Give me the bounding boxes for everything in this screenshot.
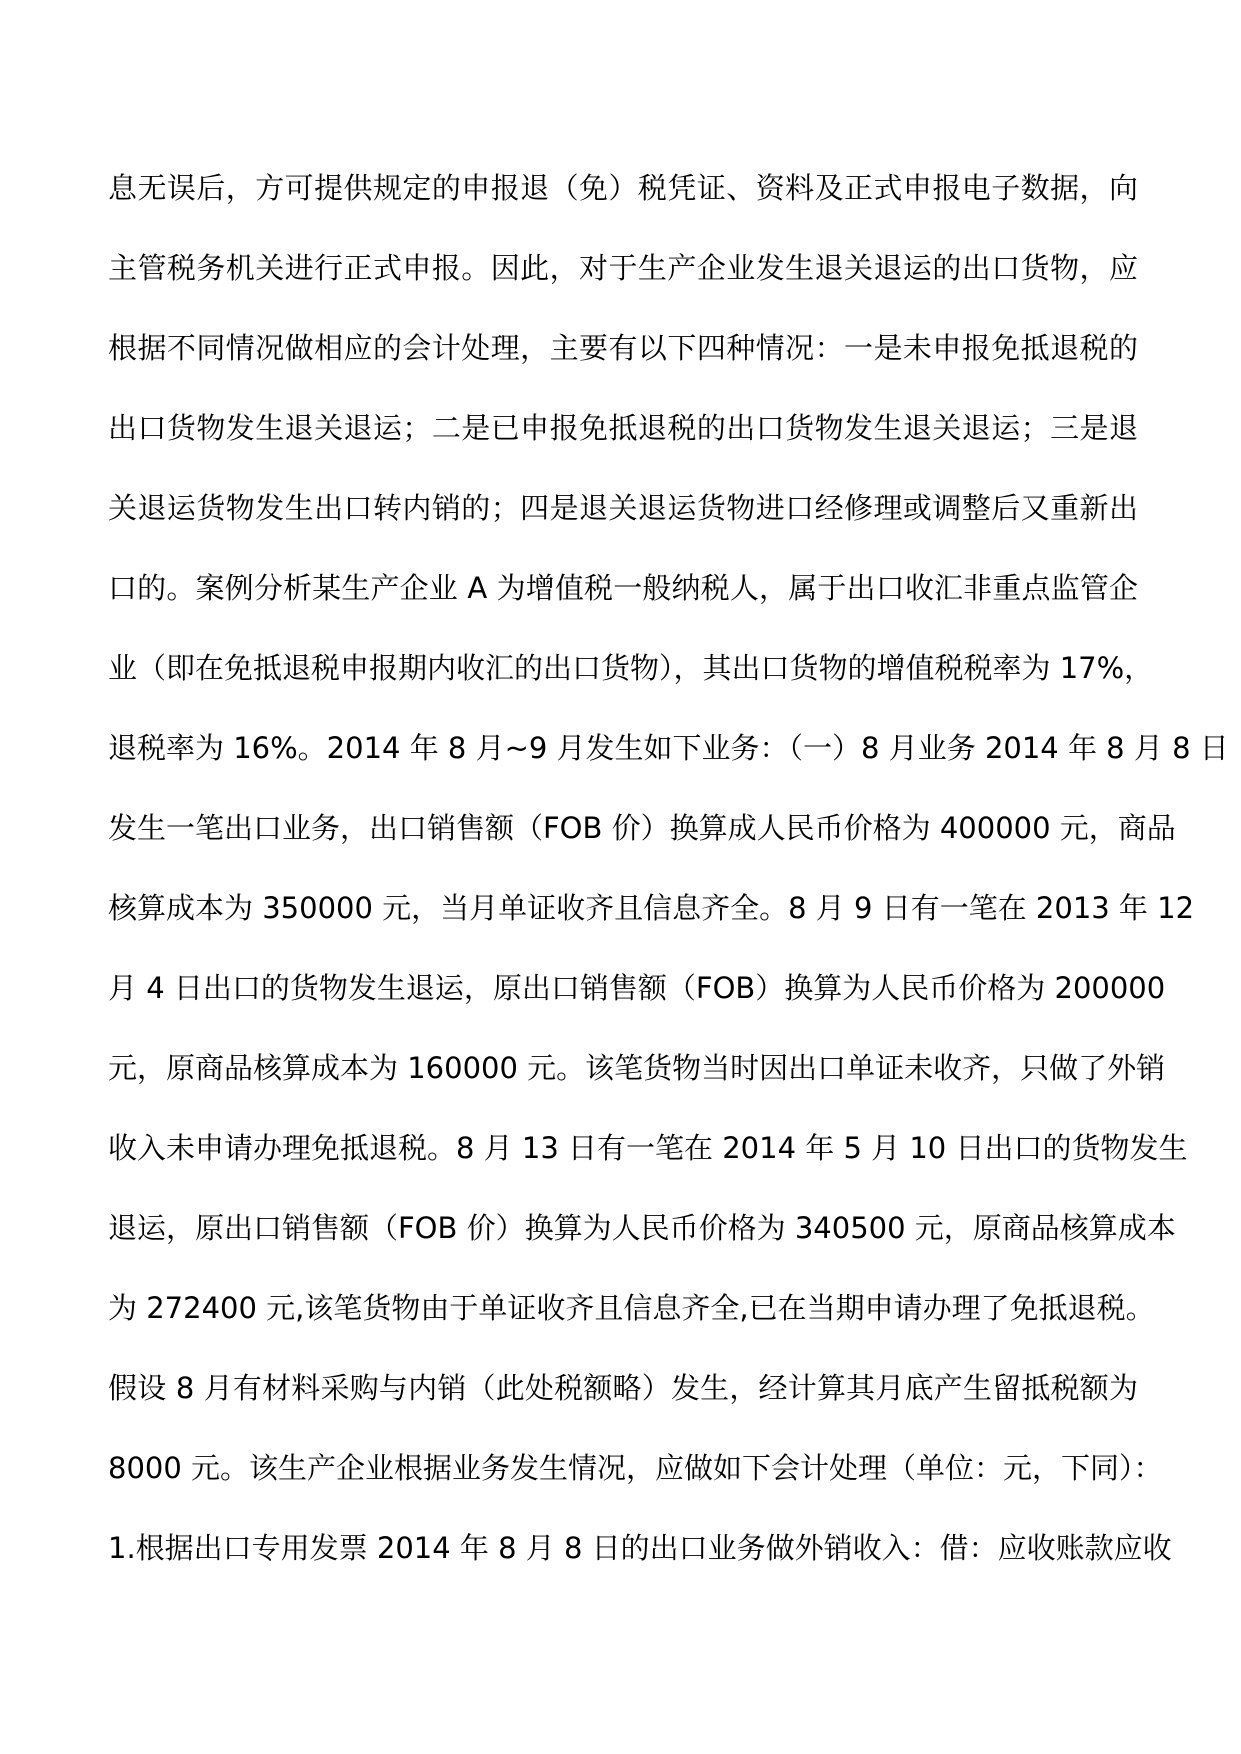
- text-line: 8000 元。该生产企业根据业务发生情况，应做如下会计处理（单位：元，下同）：: [108, 1451, 1163, 1485]
- text-line: 出口货物发生退关退运；二是已申报免抵退税的出口货物发生退关退运；三是退: [108, 411, 1138, 445]
- text-line: 口的。案例分析某生产企业 A 为增值税一般纳税人，属于出口收汇非重点监管企: [108, 571, 1138, 605]
- text-line: 业（即在免抵退税申报期内收汇的出口货物），其出口货物的增值税税率为 17%，: [108, 651, 1154, 685]
- text-line: 退运，原出口销售额（FOB 价）换算为人民币价格为 340500 元，原商品核算成本: [108, 1211, 1176, 1245]
- text-line: 收入未申请办理免抵退税。8 月 13 日有一笔在 2014 年 5 月 10 日出口的货物发生: [108, 1131, 1188, 1165]
- text-line: 为 272400 元,该笔货物由于单证收齐且信息齐全,已在当期申请办理了免抵退税。: [108, 1291, 1155, 1325]
- text-line: 根据不同情况做相应的会计处理，主要有以下四种情况：一是未申报免抵退税的: [108, 331, 1138, 365]
- text-line: 核算成本为 350000 元，当月单证收齐且信息齐全。8 月 9 日有一笔在 2013 年 12: [108, 891, 1195, 925]
- text-line: 息无误后，方可提供规定的申报退（免）税凭证、资料及正式申报电子数据，向: [108, 171, 1138, 205]
- text-line: 关退运货物发生出口转内销的；四是退关退运货物进口经修理或调整后又重新出: [108, 491, 1138, 525]
- text-line: 1.根据出口专用发票 2014 年 8 月 8 日的出口业务做外销收入：借：应收账款应收: [108, 1531, 1172, 1565]
- text-line: 主管税务机关进行正式申报。因此，对于生产企业发生退关退运的出口货物，应: [108, 251, 1138, 285]
- text-line: 元，原商品核算成本为 160000 元。该笔货物当时因出口单证未收齐，只做了外销: [108, 1051, 1166, 1085]
- text-line: 假设 8 月有材料采购与内销（此处税额略）发生，经计算其月底产生留抵税额为: [108, 1371, 1138, 1405]
- text-line: 月 4 日出口的货物发生退运，原出口销售额（FOB）换算为人民币价格为 200000: [108, 971, 1166, 1005]
- body-text: [108, 168, 1229, 1608]
- text-line: 发生一笔出口业务，出口销售额（FOB 价）换算成人民币价格为 400000 元，商品: [108, 811, 1176, 845]
- text-line: 退税率为 16%。2014 年 8 月~9 月发生如下业务：（一）8 月业务 2014 年 8 月 8 日: [108, 731, 1229, 765]
